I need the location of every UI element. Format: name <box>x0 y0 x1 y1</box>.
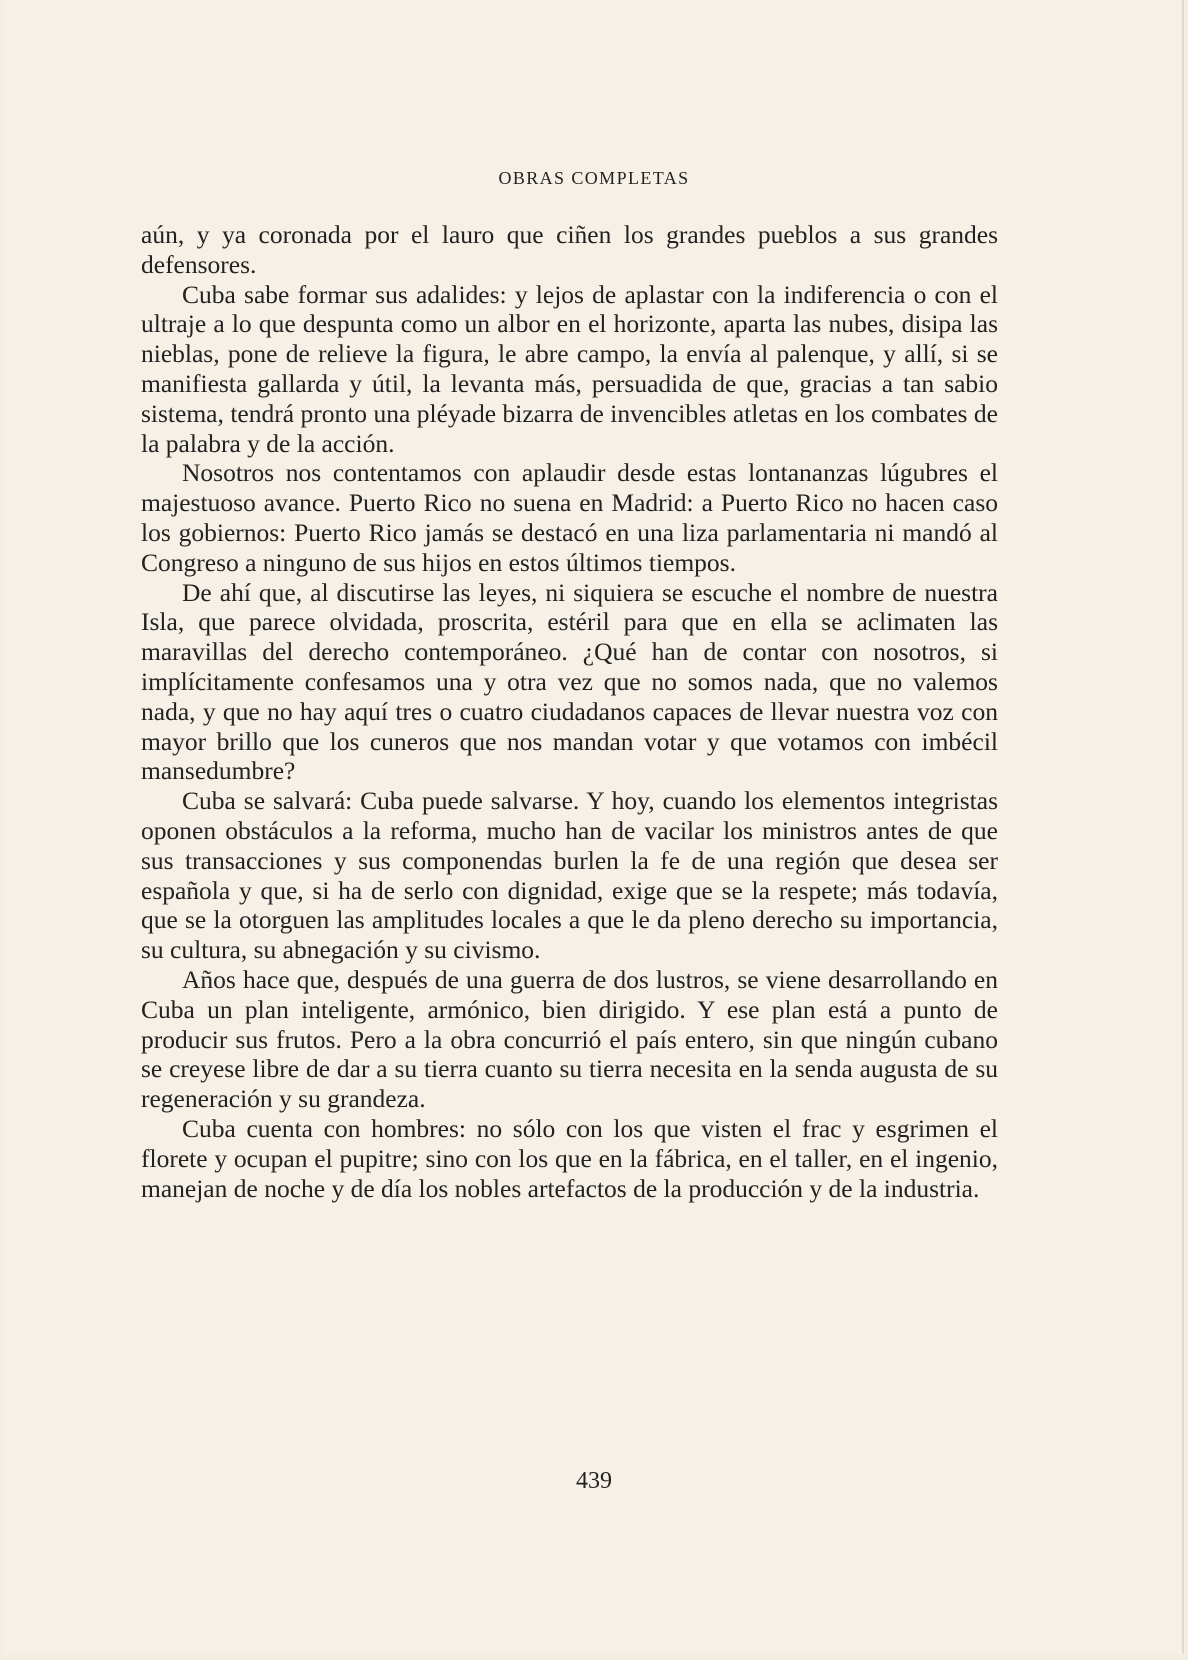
paragraph-2: Cuba sabe formar sus adalides: y lejos de aplastar con la indiferencia o con el ultraje a lo que despunta como un albor en el horizonte, aparta las nubes, disipa las nieblas, pone de relieve la figura, le abre campo, la envía al palenque, y allí, si se manifiesta gallarda y útil, la levanta más, persuadida de que, gracias a tan sabio sistema, tendrá pronto una pléyade bizarra de invencibles atletas en los combates de la palabra y de la acción. <box>141 279 998 458</box>
body-text <box>141 220 998 1203</box>
paragraph-6: Años hace que, después de una guerra de dos lustros, se viene desarrollando en Cuba un plan inteligente, armónico, bien dirigido. Y ese plan está a punto de producir sus frutos. Pero a la obra concurrió el país entero, sin que ningún cubano se creyese libre de dar a su tierra cuanto su tierra necesita en la senda augusta de su regeneración y su grandeza. <box>141 964 998 1114</box>
book-page <box>4 0 1184 1654</box>
paragraph-4: De ahí que, al discutirse las leyes, ni siquiera se escuche el nombre de nuestra Isla, que parece olvidada, proscrita, estéril para que en ella se aclimaten las maravillas del derecho contemporáneo. ¿Qué han de contar con nosotros, si implícitamente confesamos una y otra vez que no somos nada, que no valemos nada, y que no hay aquí tres o cuatro ciudadanos capaces de llevar nuestra voz con mayor brillo que los cuneros que nos mandan votar y que votamos con imbécil mansedumbre? <box>141 577 998 786</box>
page-number: 439 <box>576 1468 612 1494</box>
paragraph-5: Cuba se salvará: Cuba puede salvarse. Y hoy, cuando los elementos integristas oponen obstáculos a la reforma, mucho han de vacilar los ministros antes de que sus transacciones y sus componendas burlen la fe de una región que desea ser española y que, si ha de serlo con dignidad, exige que se la respete; más todavía, que se la otorguen las amplitudes locales a que le da pleno derecho su importancia, su cultura, su abnegación y su civismo. <box>141 786 998 965</box>
paragraph-7: Cuba cuenta con hombres: no sólo con los que visten el frac y esgrimen el florete y ocupan el pupitre; sino con los que en la fábrica, en el taller, en el ingenio, manejan de noche y de día los nobles artefactos de la producción y de la industria. <box>141 1113 998 1203</box>
paragraph-3: Nosotros nos contentamos con aplaudir desde estas lontananzas lúgubres el majestuoso avance. Puerto Rico no suena en Madrid: a Puerto Rico no hacen caso los gobiernos: Puerto Rico jamás se destacó en una liza parlamentaria ni mandó al Congreso a ninguno de sus hijos en estos últimos tiempos. <box>141 458 998 577</box>
running-header: OBRAS COMPLETAS <box>498 168 690 188</box>
paragraph-1: aún, y ya coronada por el lauro que ciñen los grandes pueblos a sus grandes defensores. <box>141 220 998 279</box>
